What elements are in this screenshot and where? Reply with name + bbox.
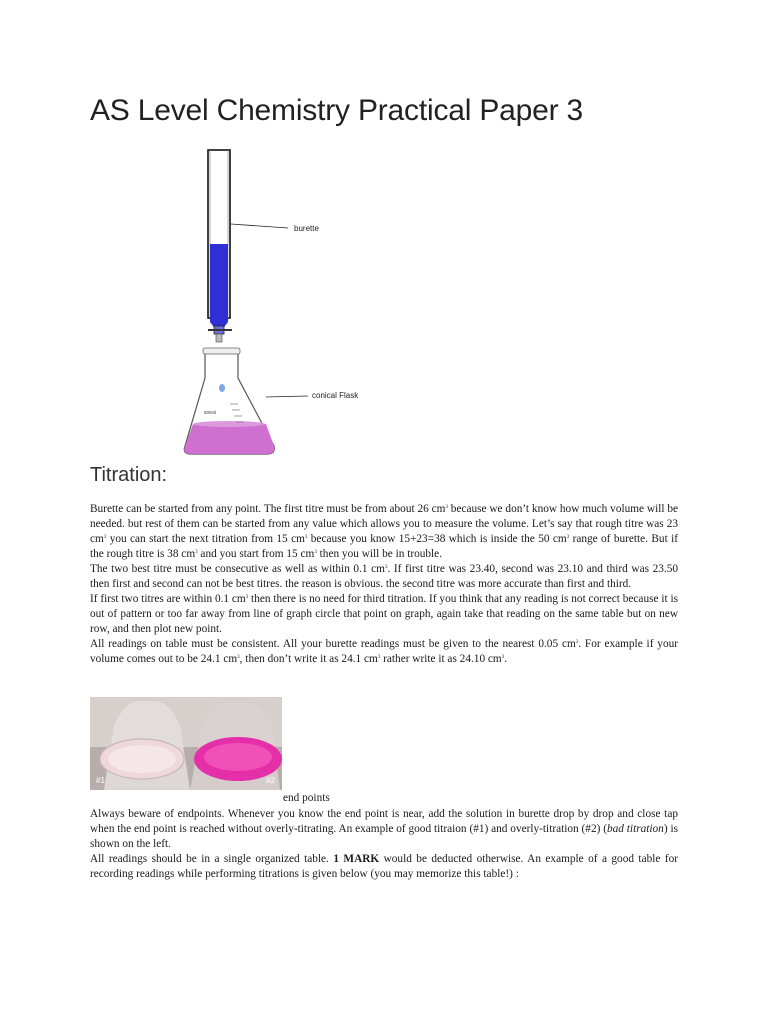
- paragraph-endpoints: Always beware of endpoints. Whenever you know the end point is near, add the solution in burette drop by drop and close tap when the end point is reached without overly-titrating. An example of good titraion (#1) and overly-titration (#2) (bad titration) is shown on the left.: [90, 808, 678, 850]
- body-text-block: [90, 502, 678, 667]
- paragraph-consistency: All readings on table must be consistent. All your burette readings must be given to the nearest 0.05 $cm^3$. For example if your volume comes out to be 24.1 $cm^3$, then don’t write it as 24.1 $cm^3$ rather write it as 24.10 $cm^3$.: [90, 638, 678, 665]
- body-text-block-2: [90, 807, 678, 882]
- photo-label-2: #2: [266, 776, 275, 785]
- paragraph-table: All readings should be in a single organized table. 1 MARK would be deducted otherwise. An example of a good table for recording readings while performing titrations is given below (you may memorize this table!) :: [90, 853, 678, 880]
- page-title: AS Level Chemistry Practical Paper 3: [90, 94, 584, 127]
- paragraph-best-titres: The two best titre must be consecutive as well as within 0.1 $cm^3$. If first titre was 23.40, second was 23.10 and third was 23.50 then first and second can not be best titres. the reason is obvious. the second titre was more accurate than first and third.: [90, 563, 678, 590]
- burette-label: burette: [294, 224, 319, 233]
- titration-apparatus-figure: [170, 148, 380, 464]
- section-heading: Titration:: [90, 464, 168, 486]
- burette-liquid: [210, 244, 228, 322]
- photo-label-1: #1: [96, 776, 105, 785]
- flask-volume-mark: 500ml: [204, 410, 217, 415]
- endpoint-photo: [90, 697, 282, 790]
- flask-label: conical Flask: [312, 391, 359, 400]
- paragraph-third-titration: If first two titres are within 0.1 $cm^3$ then there is no need for third titration. If you think that any reading is not correct because it is out of pattern or too far away from line of graph circle that point on graph, again take that reading on the same table but on new row, and then plot new point.: [90, 593, 678, 635]
- photo-caption: end points: [283, 792, 330, 804]
- paragraph-burette-start: Burette can be started from any point. The first titre must be from about 26 $cm^3$ because we don’t know how much volume will be needed. but rest of them can be started from any value which allows you to measure the volume. Let’s say that rough titre was 23 $cm^3$ you can start the next titration from 15 $cm^3$ because you know 15+23=38 which is inside the 50 $cm^3$ range of burette. But if the rough titre is 38 $cm^3$ and you start from 15 $cm^3$ then you will be in trouble.: [90, 503, 679, 560]
- flask-liquid: [184, 424, 274, 454]
